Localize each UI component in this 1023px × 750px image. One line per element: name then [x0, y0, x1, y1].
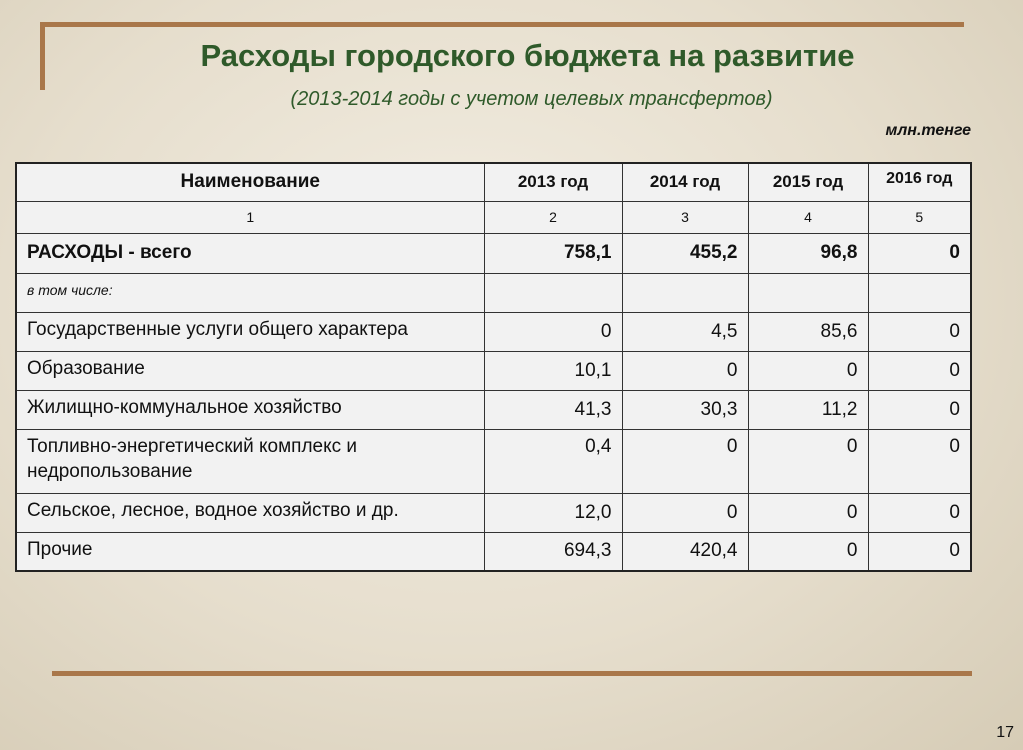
slide-subtitle: (2013-2014 годы с учетом целевых трансфертов)	[290, 88, 773, 110]
total-row	[16, 233, 971, 273]
row-value: 41,3	[484, 390, 622, 429]
row-value: 4,5	[622, 312, 748, 351]
header-row	[16, 163, 971, 201]
table-row	[16, 312, 971, 351]
row-value: 0	[868, 312, 971, 351]
row-value: 11,2	[748, 390, 868, 429]
col-number: 5	[868, 201, 971, 233]
row-label: Жилищно-коммунальное хозяйство	[16, 390, 484, 429]
total-value: 758,1	[484, 233, 622, 273]
row-value: 694,3	[484, 532, 622, 571]
row-value: 420,4	[622, 532, 748, 571]
row-value: 0	[868, 351, 971, 390]
col-number: 4	[748, 201, 868, 233]
row-value: 10,1	[484, 351, 622, 390]
row-label: Сельское, лесное, водное хозяйство и др.	[16, 493, 484, 532]
row-value: 0	[868, 390, 971, 429]
header-2014: 2014 год	[622, 163, 748, 201]
table-row	[16, 532, 971, 571]
empty-cell	[748, 273, 868, 312]
row-value: 0,4	[484, 429, 622, 493]
page-number: 17	[996, 724, 1014, 741]
slide-title: Расходы городского бюджета на развитие	[200, 38, 855, 73]
row-label: Топливно-энергетический комплекс и недропользование	[16, 429, 484, 493]
header-name: Наименование	[16, 163, 484, 201]
row-value: 0	[868, 429, 971, 493]
row-label: Прочие	[16, 532, 484, 571]
row-value: 0	[622, 351, 748, 390]
row-value: 0	[868, 493, 971, 532]
table-row	[16, 390, 971, 429]
header-2015: 2015 год	[748, 163, 868, 201]
empty-cell	[484, 273, 622, 312]
header-2013: 2013 год	[484, 163, 622, 201]
table-row	[16, 351, 971, 390]
row-value: 0	[868, 532, 971, 571]
empty-cell	[868, 273, 971, 312]
row-value: 0	[748, 493, 868, 532]
total-value: 455,2	[622, 233, 748, 273]
units-label: млн.тенге	[885, 122, 971, 139]
row-label: Государственные услуги общего характера	[16, 312, 484, 351]
frame-bottom-bar	[52, 671, 972, 676]
including-row	[16, 273, 971, 312]
row-value: 85,6	[748, 312, 868, 351]
row-value: 0	[748, 351, 868, 390]
frame-top-bar	[40, 22, 964, 27]
budget-table	[15, 162, 972, 572]
row-value: 0	[748, 532, 868, 571]
total-label: РАСХОДЫ - всего	[16, 233, 484, 273]
row-value: 0	[748, 429, 868, 493]
table-row	[16, 493, 971, 532]
row-value: 0	[622, 493, 748, 532]
total-value: 96,8	[748, 233, 868, 273]
row-value: 12,0	[484, 493, 622, 532]
column-numbers-row	[16, 201, 971, 233]
empty-cell	[622, 273, 748, 312]
row-value: 0	[622, 429, 748, 493]
including-label: в том числе:	[16, 273, 484, 312]
col-number: 1	[16, 201, 484, 233]
row-label: Образование	[16, 351, 484, 390]
header-2016: 2016 год	[868, 163, 971, 201]
col-number: 2	[484, 201, 622, 233]
row-value: 30,3	[622, 390, 748, 429]
table-row	[16, 429, 971, 493]
col-number: 3	[622, 201, 748, 233]
total-value: 0	[868, 233, 971, 273]
row-value: 0	[484, 312, 622, 351]
